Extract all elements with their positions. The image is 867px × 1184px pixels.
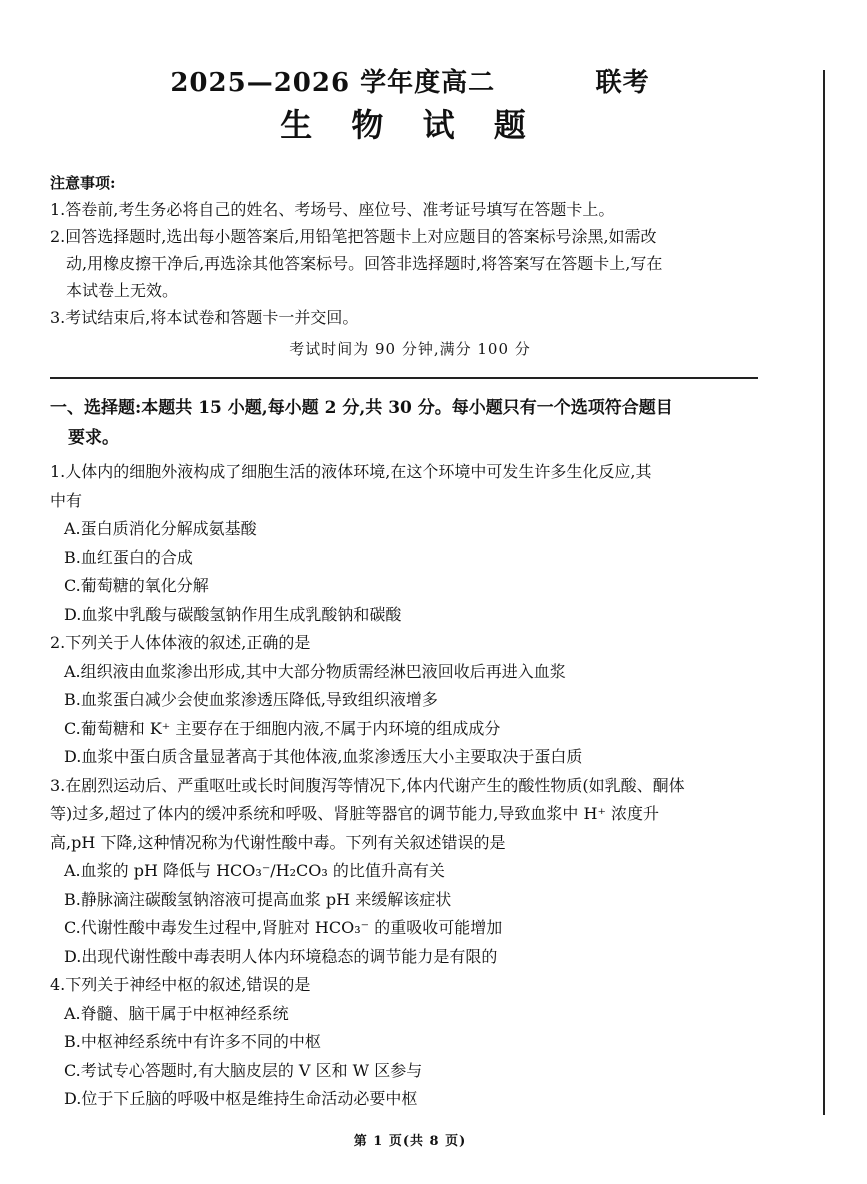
exam-title: 2025—2026 学年度高二 联考 bbox=[170, 68, 650, 98]
option-d: D.血浆中蛋白质含量显著高于其他体液,血浆渗透压大小主要取决于蛋白质 bbox=[64, 747, 583, 766]
section-text: 要求。 bbox=[68, 428, 119, 448]
option-b: B.静脉滴注碳酸氢钠溶液可提高血浆 pH 来缓解该症状 bbox=[64, 889, 452, 909]
note-text: 1.答卷前,考生务必将自己的姓名、考场号、座位号、准考证号填写在答题卡上。 bbox=[50, 200, 615, 219]
note-item-3 bbox=[50, 304, 770, 331]
subject-title: 生 物 试 题 bbox=[280, 106, 540, 144]
option-b: B.中枢神经系统中有许多不同的中枢 bbox=[64, 1032, 321, 1051]
question-list bbox=[50, 458, 770, 1114]
stem-text: 中有 bbox=[50, 490, 83, 510]
option-d: D.位于下丘脑的呼吸中枢是维持生命活动必要中枢 bbox=[64, 1089, 418, 1108]
option-c: C.考试专心答题时,有大脑皮层的 V 区和 W 区参与 bbox=[64, 1060, 423, 1080]
binding-line bbox=[823, 70, 825, 1115]
stem-text: 2.下列关于人体体液的叙述,正确的是 bbox=[50, 633, 311, 652]
page-footer: 第 1 页(共 8 页) bbox=[353, 1134, 467, 1149]
note-text: 本试卷上无效。 bbox=[66, 281, 179, 300]
option-a: A.组织液由血浆渗出形成,其中大部分物质需经淋巴液回收后再进入血浆 bbox=[64, 661, 566, 681]
stem-text: 3.在剧烈运动后、严重呕吐或长时间腹泻等情况下,体内代谢产生的酸性物质(如乳酸、酮体 bbox=[50, 775, 685, 795]
question-2 bbox=[50, 629, 770, 772]
option-d: D.出现代谢性酸中毒表明人体内环境稳态的调节能力是有限的 bbox=[64, 946, 498, 966]
option-a: A.血浆的 pH 降低与 HCO₃⁻/H₂CO₃ 的比值升高有关 bbox=[64, 861, 445, 880]
question-stem bbox=[50, 772, 770, 858]
notes-heading: 注意事项: bbox=[50, 174, 116, 192]
question-stem bbox=[50, 629, 770, 658]
stem-text: 1.人体内的细胞外液构成了细胞生活的液体环境,在这个环境中可发生许多生化反应,其 bbox=[50, 462, 652, 481]
note-item-2 bbox=[50, 223, 770, 304]
question-stem bbox=[50, 458, 770, 515]
option-a: A.蛋白质消化分解成氨基酸 bbox=[64, 519, 257, 538]
question-stem bbox=[50, 971, 770, 1000]
stem-text: 4.下列关于神经中枢的叙述,错误的是 bbox=[50, 975, 311, 994]
section-heading bbox=[50, 393, 770, 453]
question-4 bbox=[50, 971, 770, 1114]
option-c: C.葡萄糖和 K⁺ 主要存在于细胞内液,不属于内环境的组成成分 bbox=[64, 718, 501, 738]
option-a: A.脊髓、脑干属于中枢神经系统 bbox=[64, 1003, 289, 1023]
option-c: C.代谢性酸中毒发生过程中,肾脏对 HCO₃⁻ 的重吸收可能增加 bbox=[64, 918, 503, 937]
option-b: B.血浆蛋白减少会使血浆渗透压降低,导致组织液增多 bbox=[64, 690, 438, 709]
section-text: 一、选择题:本题共 15 小题,每小题 2 分,共 30 分。每小题只有一个选项符合题目 bbox=[50, 398, 673, 418]
note-text: 3.考试结束后,将本试卷和答题卡一并交回。 bbox=[50, 308, 359, 327]
option-b: B.血红蛋白的合成 bbox=[64, 547, 193, 567]
stem-text: 等)过多,超过了体内的缓冲系统和呼吸、肾脏等器官的调节能力,导致血浆中 H⁺ 浓度升 bbox=[50, 804, 659, 823]
stem-text: 高,pH 下降,这种情况称为代谢性酸中毒。下列有关叙述错误的是 bbox=[50, 832, 506, 852]
exam-time: 考试时间为 90 分钟,满分 100 分 bbox=[289, 340, 531, 358]
option-d: D.血浆中乳酸与碳酸氢钠作用生成乳酸钠和碳酸 bbox=[64, 604, 402, 624]
question-1 bbox=[50, 458, 770, 629]
notes-block bbox=[50, 170, 770, 331]
option-c: C.葡萄糖的氧化分解 bbox=[64, 576, 209, 595]
note-text: 动,用橡皮擦干净后,再选涂其他答案标号。回答非选择题时,将答案写在答题卡上,写在 bbox=[66, 254, 663, 273]
note-text: 2.回答选择题时,选出每小题答案后,用铅笔把答题卡上对应题目的答案标号涂黑,如需改 bbox=[50, 227, 657, 246]
divider bbox=[50, 377, 758, 379]
question-3 bbox=[50, 772, 770, 972]
note-item-1 bbox=[50, 196, 770, 223]
